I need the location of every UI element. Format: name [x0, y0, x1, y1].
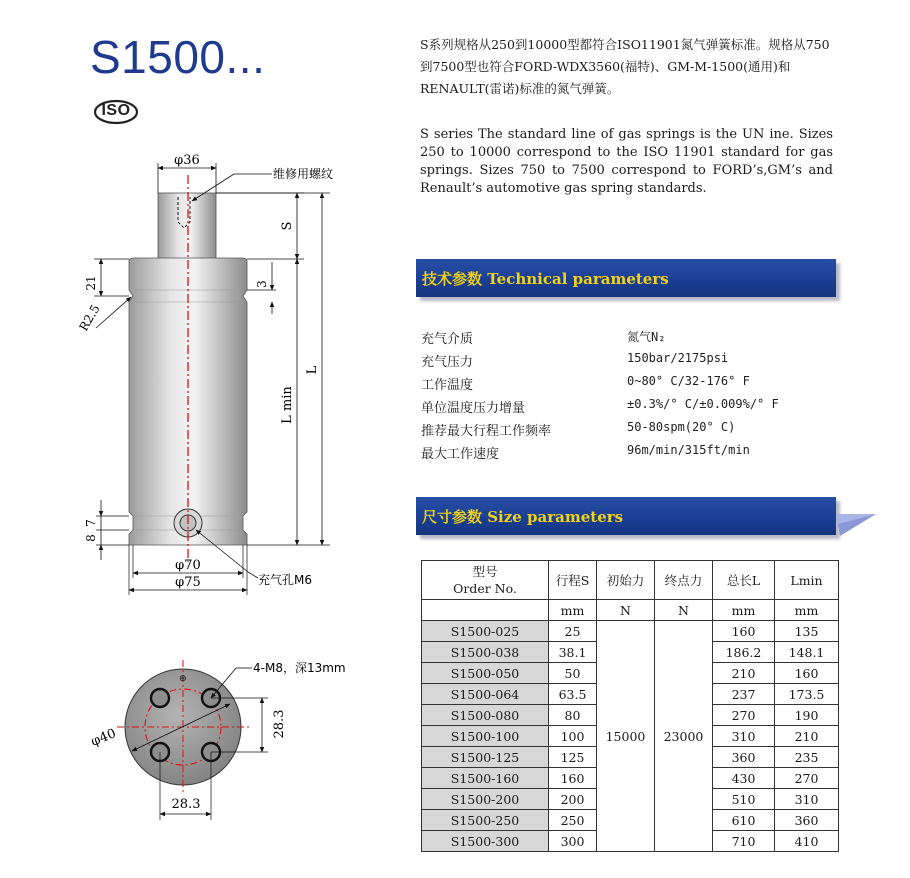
unit-final-force: N	[655, 600, 713, 621]
header-model	[422, 561, 549, 600]
param-row-pressure-increment	[421, 395, 831, 418]
cell-lmin: 210	[775, 726, 839, 747]
header-lmin: Lmin	[775, 561, 839, 600]
cell-stroke: 63.5	[549, 684, 597, 705]
radius-dim	[76, 297, 131, 334]
intro-english: S series The standard line of gas springs is the UN ine. Sizes 250 to 10000 correspond to the ISO 11901 standard for gas springs. Sizes 750 to 7500 correspond to FORD’s,GM’s and Renault’s automotive gas spring standards.	[420, 127, 833, 196]
param-value: 50-80spm(20° C)	[627, 420, 736, 434]
label-dim-21: 21	[84, 275, 98, 291]
param-row-temperature	[421, 372, 831, 395]
header-final-force: 终点力	[655, 561, 713, 600]
cell-stroke: 160	[549, 768, 597, 789]
dim-21	[84, 259, 129, 296]
label-pitch-h: 28.3	[171, 797, 201, 812]
cell-model: S1500-100	[422, 726, 549, 747]
param-label: 充气压力	[421, 355, 474, 370]
cell-total-length: 237	[713, 684, 775, 705]
label-port-note: 充气孔M6	[258, 573, 312, 587]
table-header-row	[422, 561, 839, 600]
cell-lmin: 148.1	[775, 642, 839, 663]
label-dim-8: 8	[84, 534, 98, 542]
cell-initial-force: 15000	[597, 621, 655, 852]
cell-stroke: 80	[549, 705, 597, 726]
header-initial-force: 初始力	[597, 561, 655, 600]
param-label: 充气介质	[421, 332, 474, 347]
param-label: 单位温度压力增量	[421, 401, 526, 416]
label-holes-note: 4-M8，深13mm	[253, 661, 346, 675]
cell-model: S1500-300	[422, 831, 549, 852]
cell-total-length: 160	[713, 621, 775, 642]
cell-model: S1500-160	[422, 768, 549, 789]
cell-stroke: 25	[549, 621, 597, 642]
cell-stroke: 100	[549, 726, 597, 747]
param-value: 氮气N₂	[627, 330, 666, 344]
end-view	[117, 660, 250, 795]
page-title: S1500...	[90, 31, 266, 83]
param-value: 0~80° C/32-176° F	[627, 374, 750, 388]
cell-lmin: 270	[775, 768, 839, 789]
stroke-dim	[216, 193, 304, 259]
dim-8-7	[84, 500, 129, 560]
param-row-pressure	[421, 349, 831, 372]
unit-model	[422, 600, 549, 621]
pcd-dim	[89, 726, 118, 750]
label-pitch-v: 28.3	[272, 709, 287, 739]
cell-lmin: 410	[775, 831, 839, 852]
table-row	[422, 621, 839, 642]
cell-model: S1500-064	[422, 684, 549, 705]
cell-lmin: 173.5	[775, 684, 839, 705]
cell-total-length: 310	[713, 726, 775, 747]
holes-note	[211, 661, 346, 698]
cell-stroke: 38.1	[549, 642, 597, 663]
unit-initial-force: N	[597, 600, 655, 621]
label-pcd: φ40	[88, 726, 119, 750]
cell-lmin: 235	[775, 747, 839, 768]
technical-parameters-header	[416, 259, 836, 297]
center-mark: ⊕	[179, 674, 187, 684]
param-label: 工作温度	[421, 378, 474, 393]
header-model-en: Order No.	[453, 581, 517, 596]
cell-model: S1500-025	[422, 621, 549, 642]
cell-total-length: 610	[713, 810, 775, 831]
header-stroke: 行程S	[549, 561, 597, 600]
label-thread-note: 维修用螺纹	[273, 167, 334, 181]
cell-lmin: 135	[775, 621, 839, 642]
param-row-medium	[421, 326, 831, 349]
size-parameters-header	[416, 497, 836, 535]
param-value: 96m/min/315ft/min	[627, 443, 750, 457]
param-value: 150bar/2175psi	[627, 351, 729, 365]
param-row-speed	[421, 441, 831, 464]
label-dim-r: R2.5	[76, 302, 103, 334]
cell-total-length: 430	[713, 768, 775, 789]
cell-stroke: 250	[549, 810, 597, 831]
header-model-zh: 型号	[472, 564, 498, 579]
cell-model: S1500-200	[422, 789, 549, 810]
unit-stroke: mm	[549, 600, 597, 621]
cell-model: S1500-080	[422, 705, 549, 726]
param-label: 推荐最大行程工作频率	[421, 424, 552, 439]
cell-model: S1500-250	[422, 810, 549, 831]
label-body-75: φ75	[175, 575, 201, 590]
label-dim-lmin: L min	[280, 386, 295, 424]
size-parameters-title: 尺寸参数 Size parameters	[422, 508, 624, 526]
cell-total-length: 270	[713, 705, 775, 726]
unit-lmin: mm	[775, 600, 839, 621]
unit-total-length: mm	[713, 600, 775, 621]
cell-stroke: 125	[549, 747, 597, 768]
cell-lmin: 360	[775, 810, 839, 831]
header-arrow-icon	[836, 514, 876, 538]
technical-parameters-list	[421, 326, 831, 464]
intro-chinese: S系列规格从250到10000型都符合ISO11901氮气弹簧标准。规格从750到7500型也符合FORD-WDX3560(福特)、GM-M-1500(通用)和RENAULT(雷诺)标准的氮气弹簧。	[420, 37, 830, 96]
cell-stroke: 200	[549, 789, 597, 810]
cell-total-length: 360	[713, 747, 775, 768]
size-table	[421, 560, 839, 852]
cell-stroke: 50	[549, 663, 597, 684]
label-dim-l: L	[305, 365, 320, 375]
cell-final-force: 23000	[655, 621, 713, 852]
label-rod-dia: φ36	[174, 153, 200, 168]
cell-model: S1500-050	[422, 663, 549, 684]
label-body-70: φ70	[175, 558, 201, 573]
technical-parameters-title: 技术参数 Technical parameters	[422, 270, 669, 288]
cell-total-length: 210	[713, 663, 775, 684]
iso-logo-text: ISO	[101, 102, 131, 119]
label-dim-3: 3	[255, 280, 269, 288]
cell-lmin: 190	[775, 705, 839, 726]
cell-stroke: 300	[549, 831, 597, 852]
table-units-row	[422, 600, 839, 621]
cell-total-length: 510	[713, 789, 775, 810]
cell-total-length: 710	[713, 831, 775, 852]
cell-model: S1500-038	[422, 642, 549, 663]
param-label: 最大工作速度	[421, 447, 500, 462]
param-value: ±0.3%/° C/±0.009%/° F	[627, 397, 779, 411]
cell-model: S1500-125	[422, 747, 549, 768]
cell-lmin: 310	[775, 789, 839, 810]
label-dim-s: S	[280, 221, 295, 231]
label-dim-7: 7	[84, 519, 98, 527]
gas-spring-drawing	[0, 0, 410, 878]
cell-lmin: 160	[775, 663, 839, 684]
header-total-length: 总长L	[713, 561, 775, 600]
groove-3-dim	[247, 262, 276, 314]
rod-diameter-dim	[158, 153, 216, 193]
param-row-frequency	[421, 418, 831, 441]
piston-rod	[158, 193, 216, 261]
cell-total-length: 186.2	[713, 642, 775, 663]
